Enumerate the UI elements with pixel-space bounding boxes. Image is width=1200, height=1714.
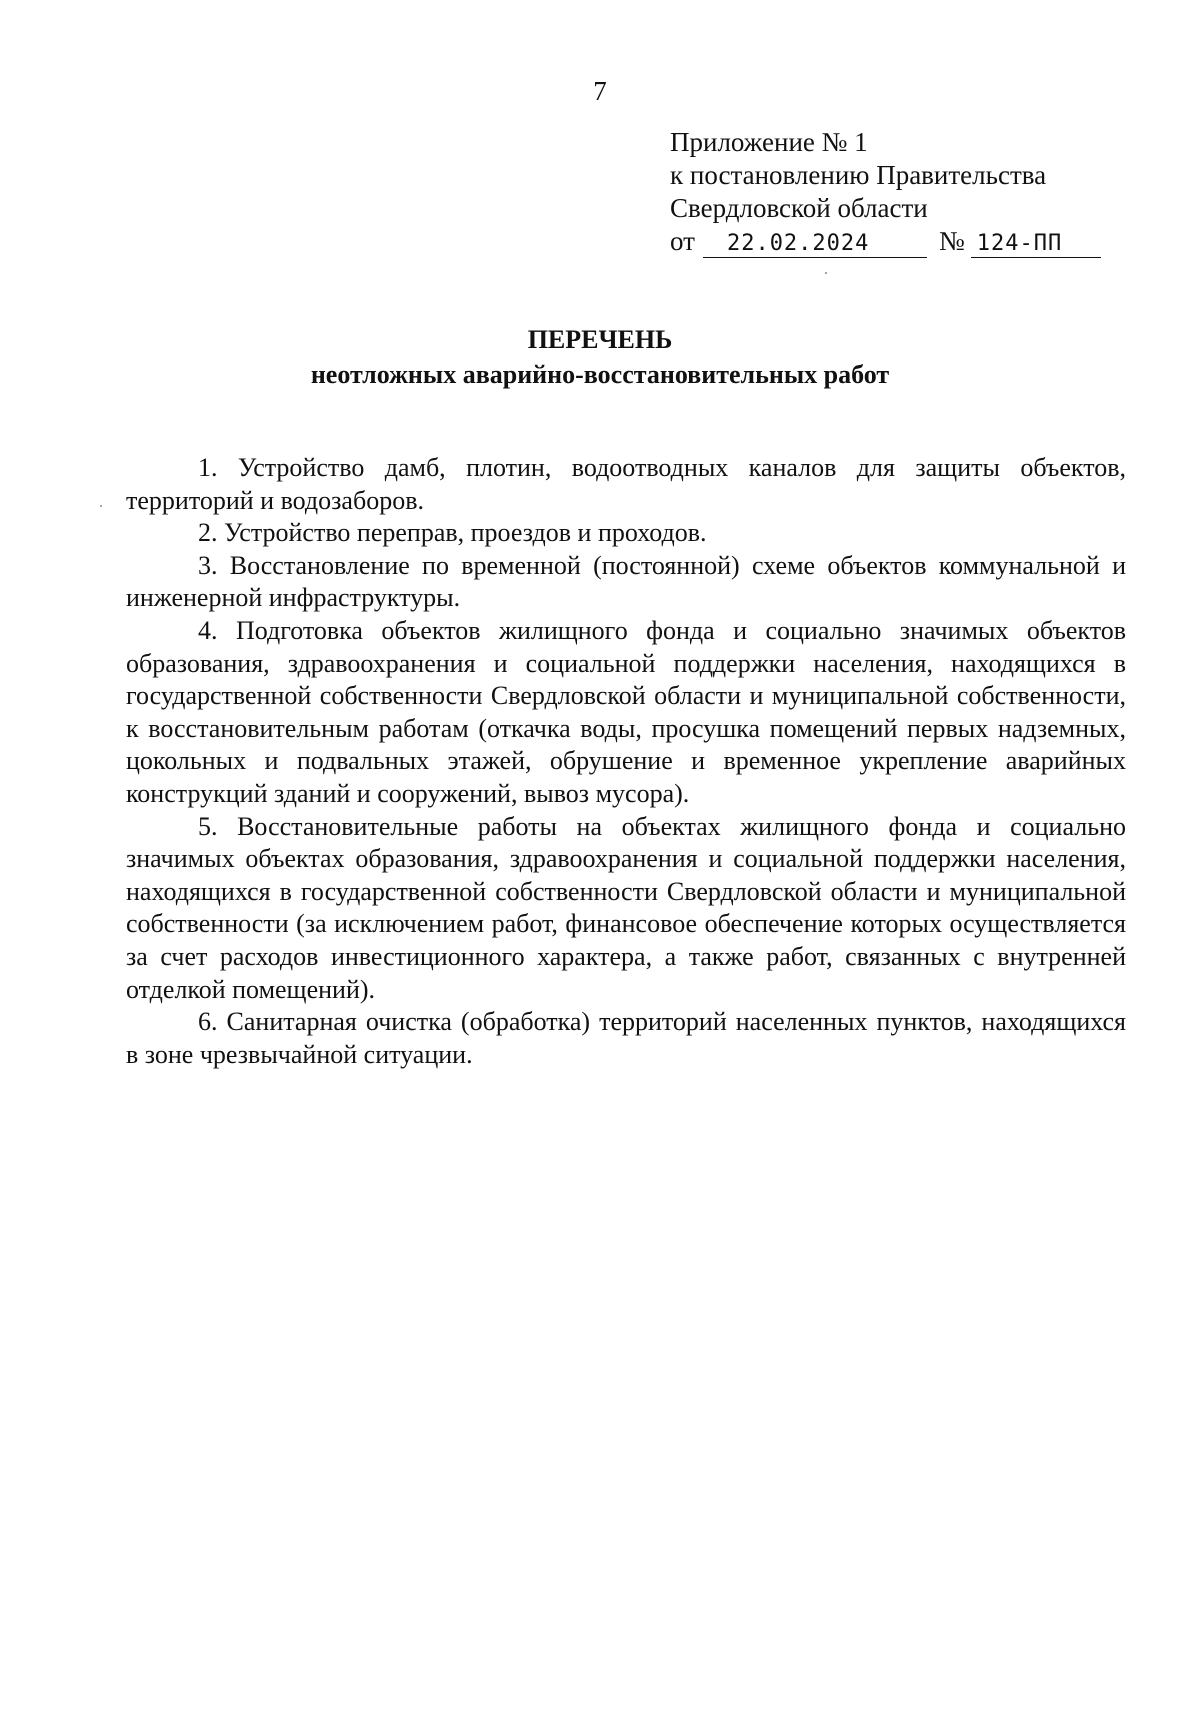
- list-item: 3. Восстановление по временной (постоянной) схеме объектов коммунальной и инженерной инфраструктуры.: [126, 550, 1126, 613]
- scan-speck: [825, 272, 827, 274]
- work-list: [126, 452, 1126, 1071]
- appendix-title: Приложение № 1: [670, 127, 868, 157]
- appendix-date-row: [670, 225, 1140, 258]
- appendix-header: [670, 126, 1140, 258]
- document-title: [0, 322, 1200, 392]
- list-item: 2. Устройство переправ, проездов и проходов.: [198, 518, 707, 548]
- list-item: 5. Восстановительные работы на объектах жилищного фонда и социально значимых объектах образования, здравоохранения и социальной поддержки населения, находящихся в государственной собственности Свердловской области и муниципальной собственности (за исключением работ, финансовое обеспечение которых осуществляется за счет расходов инвестиционного характера, а также работ, связанных с внутренней отделкой помещений).: [126, 811, 1126, 1004]
- title-main: ПЕРЕЧЕНЬ: [527, 325, 673, 354]
- list-item: 4. Подготовка объектов жилищного фонда и социально значимых объектов образования, здравоохранения и социальной поддержки населения, находящихся в государственной собственности Свердловской области и муниципальной собственности, к восстановительным работам (откачка воды, просушка помещений первых надземных, цокольных и подвальных этажей, обрушение и временное укрепление аварийных конструкций зданий и сооружений, вывоз мусора).: [126, 615, 1126, 808]
- list-item: 1. Устройство дамб, плотин, водоотводных каналов для защиты объектов, территорий и водозаборов.: [126, 453, 1126, 515]
- number-prefix: №: [938, 226, 965, 256]
- page-number: 7: [593, 76, 607, 106]
- date-field: 22.02.2024: [703, 231, 927, 258]
- title-subtitle: неотложных аварийно-восстановительных работ: [310, 360, 890, 389]
- appendix-resolution-ref: к постановлению Правительства: [670, 160, 1047, 190]
- appendix-region: Свердловской области: [670, 193, 928, 223]
- date-prefix: от: [670, 226, 695, 256]
- scan-speck: [100, 505, 102, 507]
- list-item: 6. Санитарная очистка (обработка) территорий населенных пунктов, находящихся в зоне чрезвычайной ситуации.: [126, 1007, 1126, 1069]
- number-field: 124-ПП: [971, 231, 1101, 258]
